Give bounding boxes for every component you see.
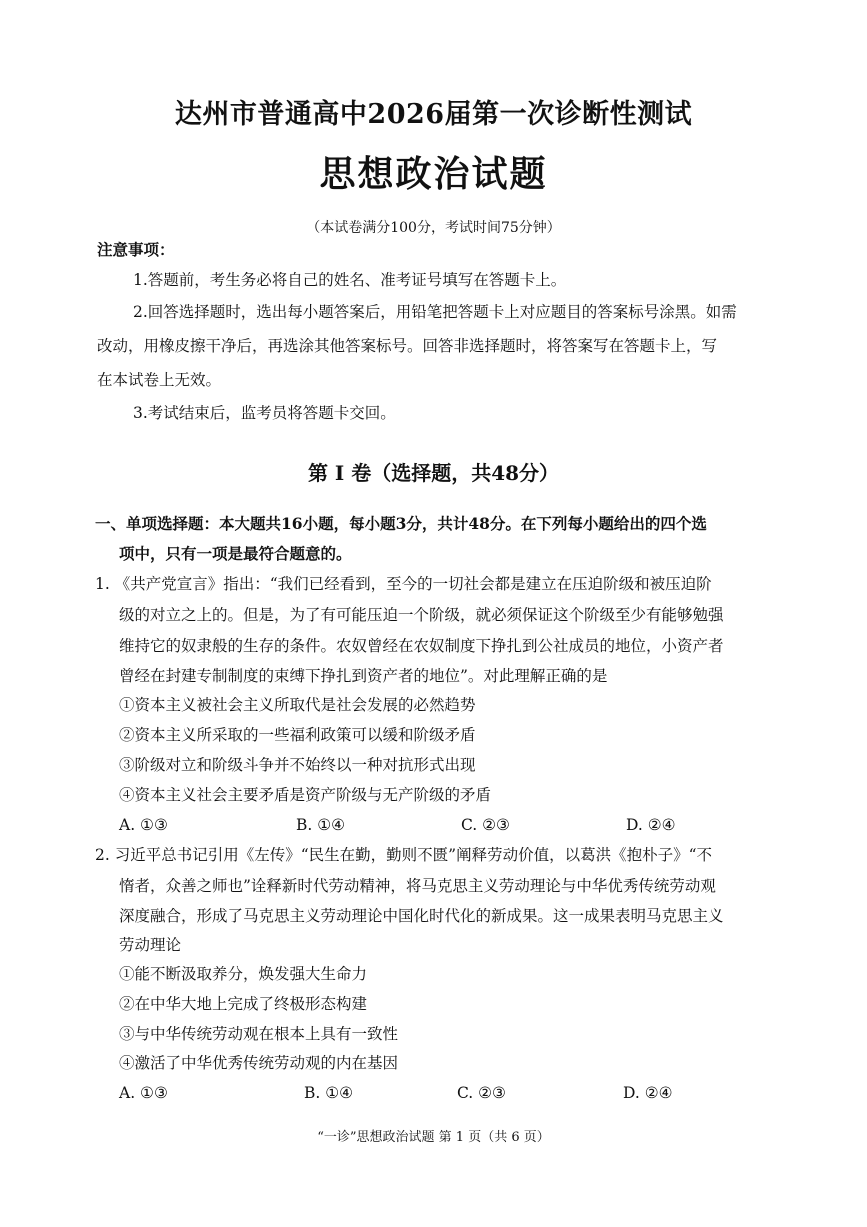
notice-line: 1.答题前，考生务必将自己的姓名、准考证号填写在答题卡上。: [133, 271, 567, 289]
question-stem-line: 惰者，众善之师也”诠释新时代劳动精神，将马克思主义劳动理论与中华优秀传统劳动观: [119, 877, 716, 895]
statement-item: ②资本主义所采取的一些福利政策可以缓和阶级矛盾: [119, 726, 476, 744]
option-c[interactable]: C. ②③: [457, 1084, 506, 1102]
option-d[interactable]: D. ②④: [623, 1084, 673, 1102]
subject-title: 思想政治试题: [319, 153, 548, 195]
question-stem-line: 深度融合，形成了马克思主义劳动理论中国化时代化的新成果。这一成果表明马克思主义: [119, 907, 724, 925]
statement-item: ①资本主义被社会主义所取代是社会发展的必然趋势: [119, 696, 476, 714]
statement-item: ②在中华大地上完成了终极形态构建: [119, 995, 368, 1013]
question-stem-line: 级的对立之上的。但是，为了有可能压迫一个阶级，就必须保证这个阶级至少有能够勉强: [119, 606, 724, 624]
section-title: 第 I 卷（选择题，共48分）: [307, 461, 560, 485]
question-stem-line: 1. 《共产党宣言》指出：“我们已经看到，至今的一切社会都是建立在压迫阶级和被压迫阶: [95, 575, 712, 593]
statement-item: ④资本主义社会主要矛盾是资产阶级与无产阶级的矛盾: [119, 786, 492, 804]
statement-item: ③与中华传统劳动观在根本上具有一致性: [119, 1025, 399, 1043]
question-stem-line: 劳动理论: [119, 936, 182, 954]
statement-item: ③阶级对立和阶级斗争并不始终以一种对抗形式出现: [119, 756, 476, 774]
notice-line: 2.回答选择题时，选出每小题答案后，用铅笔把答题卡上对应题目的答案标号涂黑。如需: [133, 303, 737, 321]
notice-line: 3.考试结束后，监考员将答题卡交回。: [133, 404, 396, 422]
option-b[interactable]: B. ①④: [296, 816, 346, 834]
statement-item: ①能不断汲取养分，焕发强大生命力: [119, 965, 368, 983]
option-d[interactable]: D. ②④: [626, 816, 676, 834]
exam-title: 达州市普通高中2026届第一次诊断性测试: [174, 99, 693, 130]
question-stem-line: 维持它的奴隶般的生存的条件。农奴曾经在农奴制度下挣扎到公社成员的地位，小资产者: [119, 637, 724, 655]
exam-info: （本试卷满分100分，考试时间75分钟）: [306, 220, 561, 236]
question-stem-line: 2. 习近平总书记引用《左传》“民生在勤，勤则不匮”阐释劳动价值，以葛洪《抱朴子》“不: [95, 846, 712, 864]
notice-line: 改动，用橡皮擦干净后，再选涂其他答案标号。回答非选择题时，将答案写在答题卡上，写: [97, 337, 718, 355]
option-a[interactable]: A. ①③: [119, 816, 168, 834]
option-a[interactable]: A. ①③: [119, 1084, 168, 1102]
option-b[interactable]: B. ①④: [304, 1084, 354, 1102]
notice-heading: 注意事项：: [97, 240, 175, 259]
section-instruction: 一、单项选择题：本大题共16小题，每小题3分，共计48分。在下列每小题给出的四个选: [95, 514, 707, 533]
page-footer: “一诊”思想政治试题 第 1 页（共 6 页）: [317, 1130, 550, 1145]
statement-item: ④激活了中华优秀传统劳动观的内在基因: [119, 1054, 399, 1072]
section-instruction: 项中，只有一项是最符合题意的。: [119, 544, 352, 563]
option-c[interactable]: C. ②③: [461, 816, 510, 834]
notice-line: 在本试卷上无效。: [97, 371, 222, 389]
question-stem-line: 曾经在封建专制制度的束缚下挣扎到资产者的地位”。对此理解正确的是: [119, 667, 608, 685]
